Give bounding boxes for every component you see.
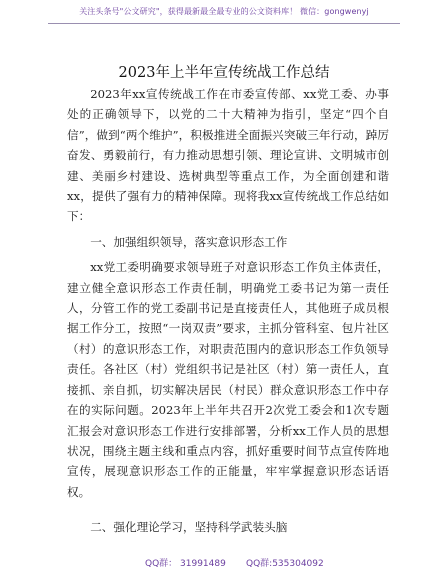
footer-qq-group-2: QQ群:535304092 [246,559,324,569]
footer-qq-group-1: QQ群： 31991489 [145,559,226,569]
footer [0,556,448,572]
document-title: 2023年上半年宣传统战工作总结 [118,65,330,81]
intro-paragraph: 2023年xx宣传统战工作在市委宣传部、xx党工委、办事处的正确领导下，以党的二十大精神为指引，坚定“四个自信”，做到“两个维护”，积极推进全面振兴突破三年行动，踔厉奋发、勇毅前行，有力推动思想引领、理论宣讲、文明城市创建、美丽乡村建设、选树典型等重点工作，为全面创建和谐xx，提供了强有力的精神保障。现将我xx宣传统战工作总结如下： [67,87,389,224]
section-1-paragraph: xx党工委明确要求领导班子对意识形态工作负主体责任，建立健全意识形态工作责任制，明确党工委书记为第一责任人，分管工作的党工委副书记是直接责任人，其他班子成员根据工作分工，按照“一岗双责”要求，主抓分管科室、包片社区（村）的意识形态工作，对职责范围内的意识形态工作负领导责任。各社区（村）党组织书记是社区（村）第一责任人，直接抓、亲自抓，切实解决居民（村民）群众意识形态工作中存在的实际问题。2023年上半年共召开2次党工委会和1次专题汇报会对意识形态工作进行安排部署，分析xx工作人员的思想状况，围绕主题主线和重点内容，抓好重要时间节点宣传阵地宣传，展现意识形态工作的正能量，牢牢掌握意识形态话语权。 [67,260,389,499]
section-heading-1: 一、加强组织领导，落实意识形态工作 [90,234,288,249]
section-heading-2: 二、强化理论学习，坚持科学武装头脑 [90,520,288,535]
header-note: 关注头条号"公文研究"，获得最新最全最专业的公文资料库！ 微信：gongwenyj [79,7,369,16]
header-divider [48,23,400,24]
document-body [67,84,389,538]
